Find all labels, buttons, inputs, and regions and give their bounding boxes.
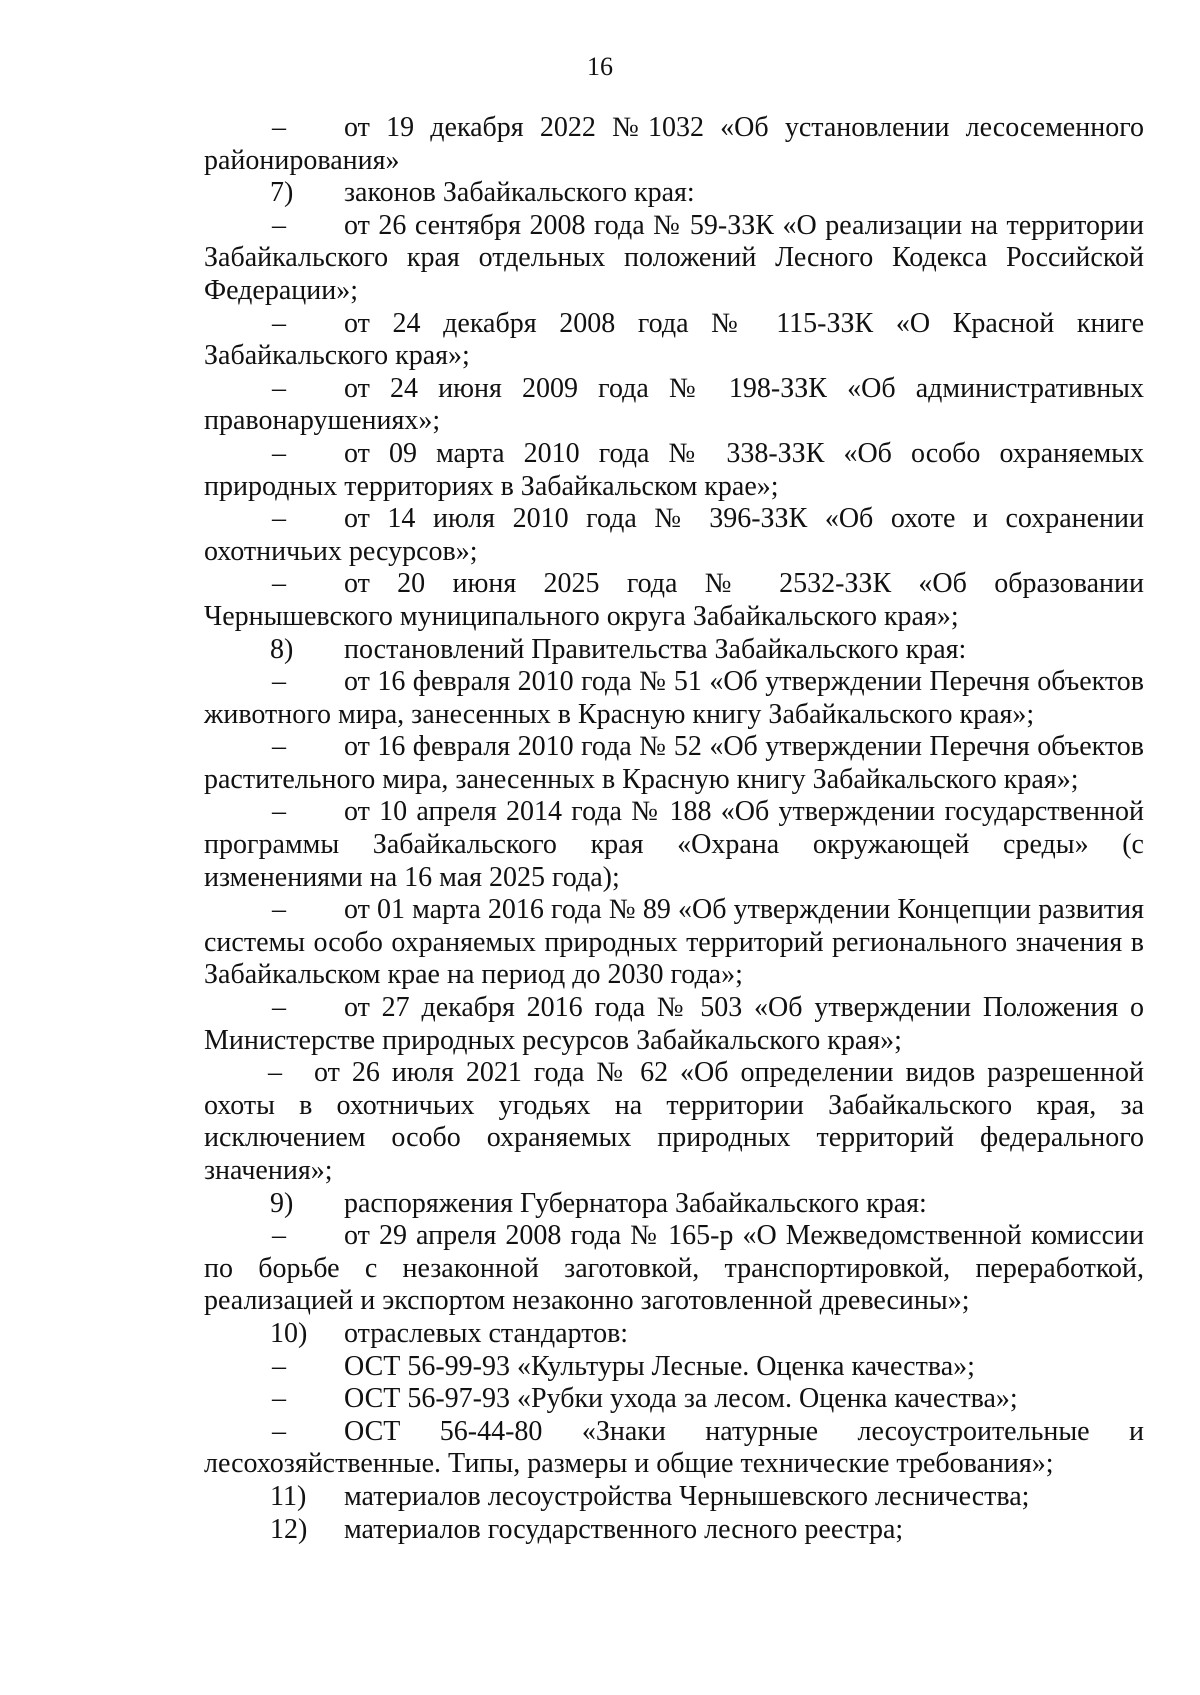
line-text: от 26 июля 2021 года № 62 «Об определении видов разрешенной [314, 1057, 1144, 1089]
text-line [204, 112, 1144, 145]
page-number: 16 [587, 52, 613, 81]
text-line [204, 1318, 1144, 1351]
line-text: от 16 февраля 2010 года № 52 «Об утверждении Перечня объектов [344, 731, 1144, 763]
list-dash: – [272, 666, 286, 698]
list-dash: – [268, 1057, 282, 1089]
line-text: Забайкальского края»; [204, 340, 470, 372]
list-dash: – [272, 437, 286, 469]
text-line [204, 177, 1144, 210]
line-text: районирования» [204, 144, 400, 176]
text-line [204, 764, 1144, 797]
text-line [204, 699, 1144, 732]
line-text: материалов лесоустройства Чернышевского лесничества; [344, 1480, 1030, 1512]
text-line [204, 1220, 1144, 1253]
text-line [204, 536, 1144, 569]
text-line [204, 1057, 1144, 1090]
text-line [204, 373, 1144, 406]
text-line [204, 634, 1144, 667]
line-text: от 09 марта 2010 года № 338-ЗЗК «Об особо охраняемых [344, 437, 1144, 469]
list-number: 7) [270, 177, 294, 209]
list-dash: – [272, 209, 286, 241]
line-text: правонарушениях»; [204, 405, 441, 437]
list-dash: – [272, 796, 286, 828]
text-line [204, 796, 1144, 829]
line-text: изменениями на 16 мая 2025 года); [204, 861, 620, 893]
list-number: 11) [270, 1480, 307, 1512]
line-text: по борьбе с незаконной заготовкой, транспортировкой, переработкой, [204, 1252, 1144, 1284]
line-text: от 14 июля 2010 года № 396-ЗЗК «Об охоте и сохранении [344, 503, 1144, 535]
text-line [204, 1090, 1144, 1123]
line-text: программы Забайкальского края «Охрана окружающей среды» (с [204, 829, 1144, 861]
text-line [204, 927, 1144, 960]
line-text: ОСТ 56-99-93 «Культуры Лесные. Оценка качества»; [344, 1350, 975, 1382]
list-number: 9) [270, 1187, 294, 1219]
text-line [204, 666, 1144, 699]
list-dash: – [272, 307, 286, 339]
text-line [204, 1383, 1144, 1416]
line-text: ОСТ 56-97-93 «Рубки ухода за лесом. Оценка качества»; [344, 1383, 1018, 1415]
list-dash: – [272, 992, 286, 1024]
line-text: материалов государственного лесного реестра; [344, 1513, 904, 1545]
line-text: от 19 декабря 2022 №1032 «Об установлении лесосеменного [344, 112, 1144, 143]
text-line [204, 210, 1144, 243]
text-line [204, 275, 1144, 308]
list-dash: – [272, 372, 286, 404]
text-line [204, 959, 1144, 992]
line-text: ОСТ 56-44-80 «Знаки натурные лесоустроительные и [344, 1415, 1144, 1447]
line-text: от 10 апреля 2014 года № 188 «Об утверждении государственной [344, 796, 1144, 828]
text-line [204, 992, 1144, 1025]
text-line [204, 503, 1144, 536]
line-text: Чернышевского муниципального округа Забайкальского края»; [204, 600, 959, 632]
text-line [204, 731, 1144, 764]
list-dash: – [272, 112, 286, 143]
document-body [204, 112, 1144, 1546]
text-line [204, 145, 1144, 178]
line-text: охотничьих ресурсов»; [204, 535, 478, 567]
text-line [204, 829, 1144, 862]
text-line [204, 242, 1144, 275]
list-number: 8) [270, 633, 294, 665]
text-line [204, 1155, 1144, 1188]
line-text: от 29 апреля 2008 года № 165-р «О Межведомственной комиссии [344, 1220, 1144, 1252]
line-text: Забайкальском крае на период до 2030 года»; [204, 959, 743, 991]
text-line [204, 1122, 1144, 1155]
list-dash: – [272, 1383, 286, 1415]
line-text: исключением особо охраняемых природных территорий федерального [204, 1122, 1144, 1154]
text-line [204, 894, 1144, 927]
text-line [204, 340, 1144, 373]
line-text: от 24 июня 2009 года № 198-ЗЗК «Об административных [344, 372, 1144, 404]
text-line [204, 471, 1144, 504]
text-line [204, 438, 1144, 471]
line-text: от 24 декабря 2008 года № 115-ЗЗК «О Красной книге [344, 307, 1144, 339]
text-line [204, 1416, 1144, 1449]
line-text: от 16 февраля 2010 года № 51 «Об утверждении Перечня объектов [344, 666, 1144, 698]
text-line [204, 1448, 1144, 1481]
text-line [204, 568, 1144, 601]
line-text: от 26 сентября 2008 года № 59-ЗЗК «О реализации на территории [344, 209, 1144, 241]
list-dash: – [272, 1415, 286, 1447]
text-line [204, 1481, 1144, 1514]
text-line [204, 1514, 1144, 1547]
text-line [204, 601, 1144, 634]
line-text: животного мира, занесенных в Красную книгу Забайкальского края»; [204, 698, 1035, 730]
list-dash: – [272, 1220, 286, 1252]
line-text: отраслевых стандартов: [344, 1317, 629, 1349]
text-line [204, 1188, 1144, 1221]
line-text: распоряжения Губернатора Забайкальского края: [344, 1187, 927, 1219]
text-line [204, 1253, 1144, 1286]
line-text: растительного мира, занесенных в Красную книгу Забайкальского края»; [204, 763, 1079, 795]
list-dash: – [272, 1350, 286, 1382]
line-text: от 20 июня 2025 года № 2532-ЗЗК «Об образовании [344, 568, 1144, 600]
line-text: от 27 декабря 2016 года № 503 «Об утверждении Положения о [344, 992, 1144, 1024]
line-text: значения»; [204, 1155, 333, 1186]
text-line [204, 405, 1144, 438]
line-text: законов Забайкальского края: [344, 177, 695, 209]
line-text: постановлений Правительства Забайкальского края: [344, 633, 967, 665]
line-text: Забайкальского края отдельных положений Лесного Кодекса Российской [204, 242, 1144, 274]
list-dash: – [272, 503, 286, 535]
list-dash: – [272, 731, 286, 763]
line-text: реализацией и экспортом незаконно заготовленной древесины»; [204, 1285, 970, 1317]
line-text: Федерации»; [204, 274, 359, 306]
text-line [204, 308, 1144, 341]
text-line [204, 1351, 1144, 1384]
line-text: от 01 марта 2016 года № 89 «Об утверждении Концепции развития [344, 894, 1144, 926]
list-number: 12) [270, 1513, 308, 1545]
line-text: охоты в охотничьих угодьях на территории Забайкальского края, за [204, 1089, 1144, 1121]
text-line [204, 1285, 1144, 1318]
line-text: системы особо охраняемых природных территорий регионального значения в [204, 926, 1144, 958]
line-text: природных территориях в Забайкальском крае»; [204, 470, 779, 502]
text-line [204, 1025, 1144, 1058]
line-text: лесохозяйственные. Типы, размеры и общие технические требования»; [204, 1448, 1054, 1480]
text-line [204, 862, 1144, 895]
list-dash: – [272, 894, 286, 926]
list-number: 10) [270, 1317, 308, 1349]
list-dash: – [272, 568, 286, 600]
line-text: Министерстве природных ресурсов Забайкальского края»; [204, 1024, 902, 1056]
